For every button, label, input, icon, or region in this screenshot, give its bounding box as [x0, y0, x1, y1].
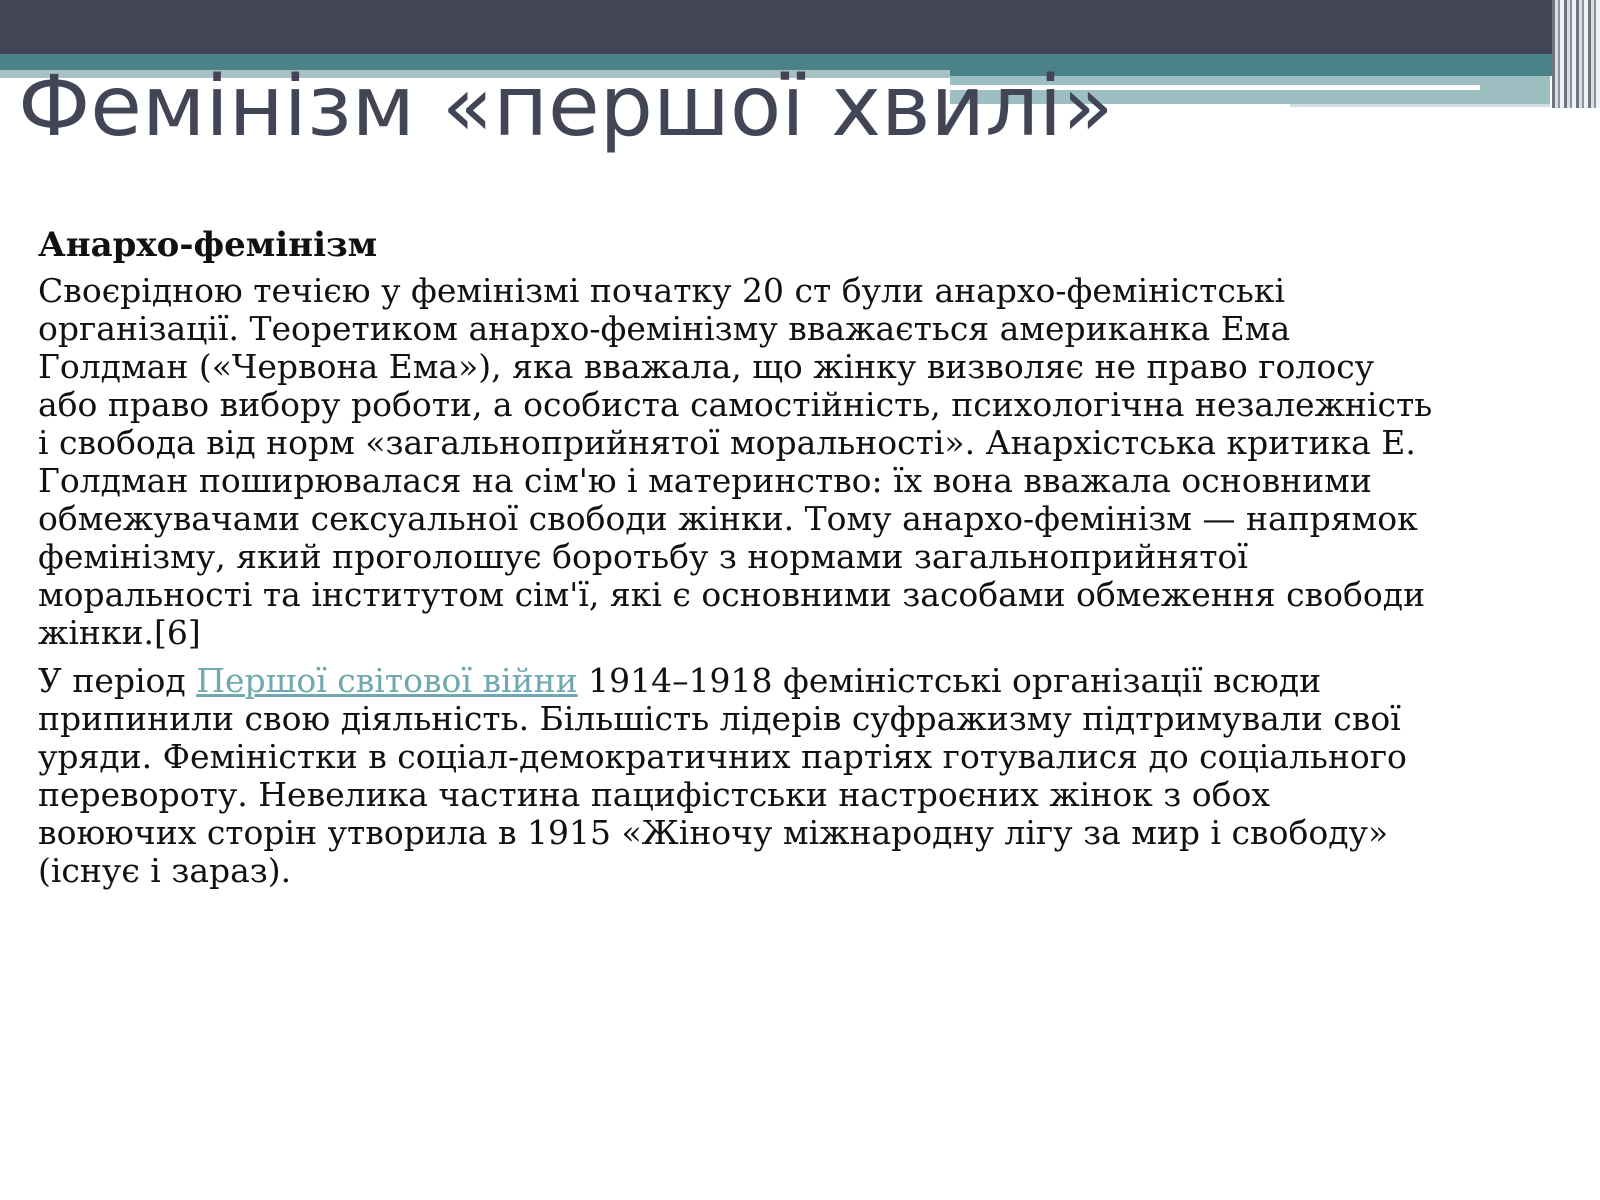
paragraph-ww1-rest: 1914–1918 феміністські організації всюди припинили свою діяльність. Більшість лідерів суфражизму підтримували свої уряди. Феміністки в соціал-демократичних партіях готувалися до соціального перевороту. Невелика частина пацифістськи настроєних жінок з обох воюючих сторін утворила в 1915 «Жіночу міжнародну лігу за мир і свободу» (існує і зараз). [38, 661, 1407, 890]
paragraph-ww1 [38, 662, 1438, 890]
ww1-link[interactable]: Першої світової війни [196, 661, 578, 700]
header-dark-band [0, 0, 1600, 54]
header-thin-line [1290, 104, 1550, 107]
slide-content [38, 224, 1438, 900]
section-heading: Анархо-фемінізм [38, 225, 378, 265]
paragraph-anarcho-feminism: Своєрідною течією у фемінізмі початку 20 ст були анархо-феміністські організації. Теоретиком анархо-фемінізму вважається американка Ема Голдман («Червона Ема»), яка вважала, що жінку визволяє не право голосу або право вибору роботи, а особиста самостійність, психологічна незалежність і свобода від норм «загальноприйнятої моральності». Анархістська критика Е. Голдман поширювалася на сім'ю і материнство: їх вона вважала основними обмежувачами сексуальної свободи жінки. Тому анархо-фемінізм — напрямок фемінізму, який проголошує боротьбу з нормами загальноприйнятої моральності та інститутом сім'ї, які є основними засобами обмеження свободи жінки.[6] [38, 271, 1433, 652]
header-right-stripes [1552, 0, 1600, 108]
paragraph-ww1-start: У період [38, 661, 197, 700]
slide-title: Фемінізм «першої хвилі» [18, 57, 1114, 155]
